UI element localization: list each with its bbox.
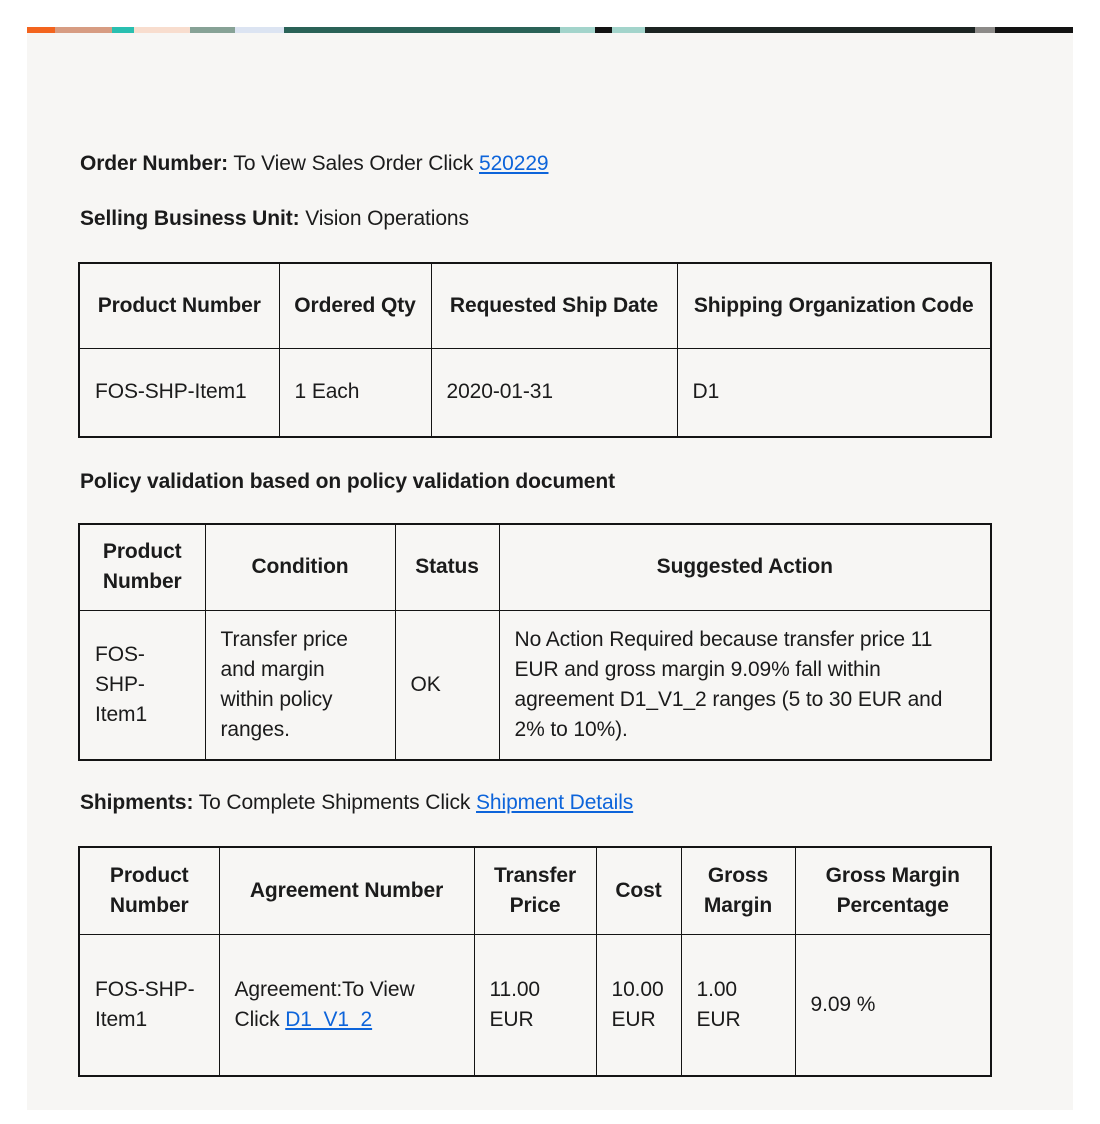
shipment-table-header-row (79, 847, 991, 934)
banner-segment-blush (134, 27, 190, 33)
shipment-cell-agreement-number (219, 934, 474, 1076)
table-row (79, 348, 991, 437)
banner-strip (27, 27, 1073, 33)
selling-business-unit-line (80, 205, 1022, 232)
shipments-line (80, 789, 1022, 816)
banner-segment-light-teal (560, 27, 595, 33)
sales-order-link[interactable]: 520229 (479, 152, 549, 175)
shipment-col-cost: Cost (596, 847, 681, 934)
order-col-requested-ship-date: Requested Ship Date (431, 263, 677, 348)
policy-cell-condition: Transfer price and margin within policy ranges. (205, 610, 395, 760)
banner-segment-sage (190, 27, 235, 33)
banner-segment-orange (27, 27, 55, 33)
order-cell-requested-ship-date: 2020-01-31 (431, 348, 677, 437)
order-cell-shipping-org-code: D1 (677, 348, 991, 437)
shipment-col-transfer-price: Transfer Price (474, 847, 596, 934)
selling-business-unit-value: Vision Operations (299, 207, 469, 230)
shipment-details-link[interactable]: Shipment Details (476, 791, 634, 814)
policy-validation-heading: Policy validation based on policy validation document (80, 470, 615, 493)
shipment-cell-gross-margin: 1.00 EUR (681, 934, 795, 1076)
table-row (79, 934, 991, 1076)
order-number-label: Order Number: (80, 152, 229, 175)
agreement-link[interactable]: D1_V1_2 (285, 1007, 373, 1031)
policy-table-header-row (79, 524, 991, 610)
policy-validation-table (78, 523, 992, 761)
selling-business-unit-label: Selling Business Unit: (80, 207, 300, 230)
agreement-text: Agreement:To View Click (234, 977, 415, 1031)
order-col-shipping-org-code: Shipping Organization Code (677, 263, 991, 348)
order-cell-ordered-qty: 1 Each (279, 348, 431, 437)
banner-segment-salmon (55, 27, 112, 33)
order-col-product-number: Product Number (79, 263, 279, 348)
table-row (79, 610, 991, 760)
order-table (78, 262, 992, 438)
policy-cell-product-number: FOS-SHP-Item1 (79, 610, 205, 760)
email-body (27, 33, 1073, 1110)
banner-segment-black (995, 27, 1073, 33)
shipment-col-gross-margin: Gross Margin (681, 847, 795, 934)
policy-col-status: Status (395, 524, 499, 610)
policy-col-product-number: Product Number (79, 524, 205, 610)
banner-segment-teal (112, 27, 134, 33)
policy-cell-status: OK (395, 610, 499, 760)
banner-segment-dark-teal (284, 27, 560, 33)
shipment-table (78, 846, 992, 1077)
shipments-label: Shipments: (80, 791, 194, 814)
banner-segment-lavender (235, 27, 284, 33)
shipment-col-product-number: Product Number (79, 847, 219, 934)
policy-cell-suggested-action: No Action Required because transfer price 11 EUR and gross margin 9.09% fall within agreement D1_V1_2 ranges (5 to 30 EUR and 2% to 10%). (499, 610, 991, 760)
shipments-text: To Complete Shipments Click (193, 791, 477, 814)
order-cell-product-number: FOS-SHP-Item1 (79, 348, 279, 437)
shipment-col-agreement-number: Agreement Number (219, 847, 474, 934)
policy-col-condition: Condition (205, 524, 395, 610)
banner-segment-black (595, 27, 612, 33)
shipment-col-gross-margin-percentage: Gross Margin Percentage (795, 847, 991, 934)
order-number-line (80, 33, 1022, 177)
order-col-ordered-qty: Ordered Qty (279, 263, 431, 348)
shipment-cell-transfer-price: 11.00 EUR (474, 934, 596, 1076)
shipment-cell-cost: 10.00 EUR (596, 934, 681, 1076)
shipment-cell-gross-margin-percentage: 9.09 % (795, 934, 991, 1076)
banner-segment-gray (975, 27, 995, 33)
order-number-text: To View Sales Order Click (228, 152, 480, 175)
banner-segment-light-teal (612, 27, 645, 33)
order-table-header-row (79, 263, 991, 348)
banner-segment-near-black (645, 27, 975, 33)
shipment-cell-product-number: FOS-SHP-Item1 (79, 934, 219, 1076)
email-content-card (27, 27, 1073, 1110)
policy-col-suggested-action: Suggested Action (499, 524, 991, 610)
